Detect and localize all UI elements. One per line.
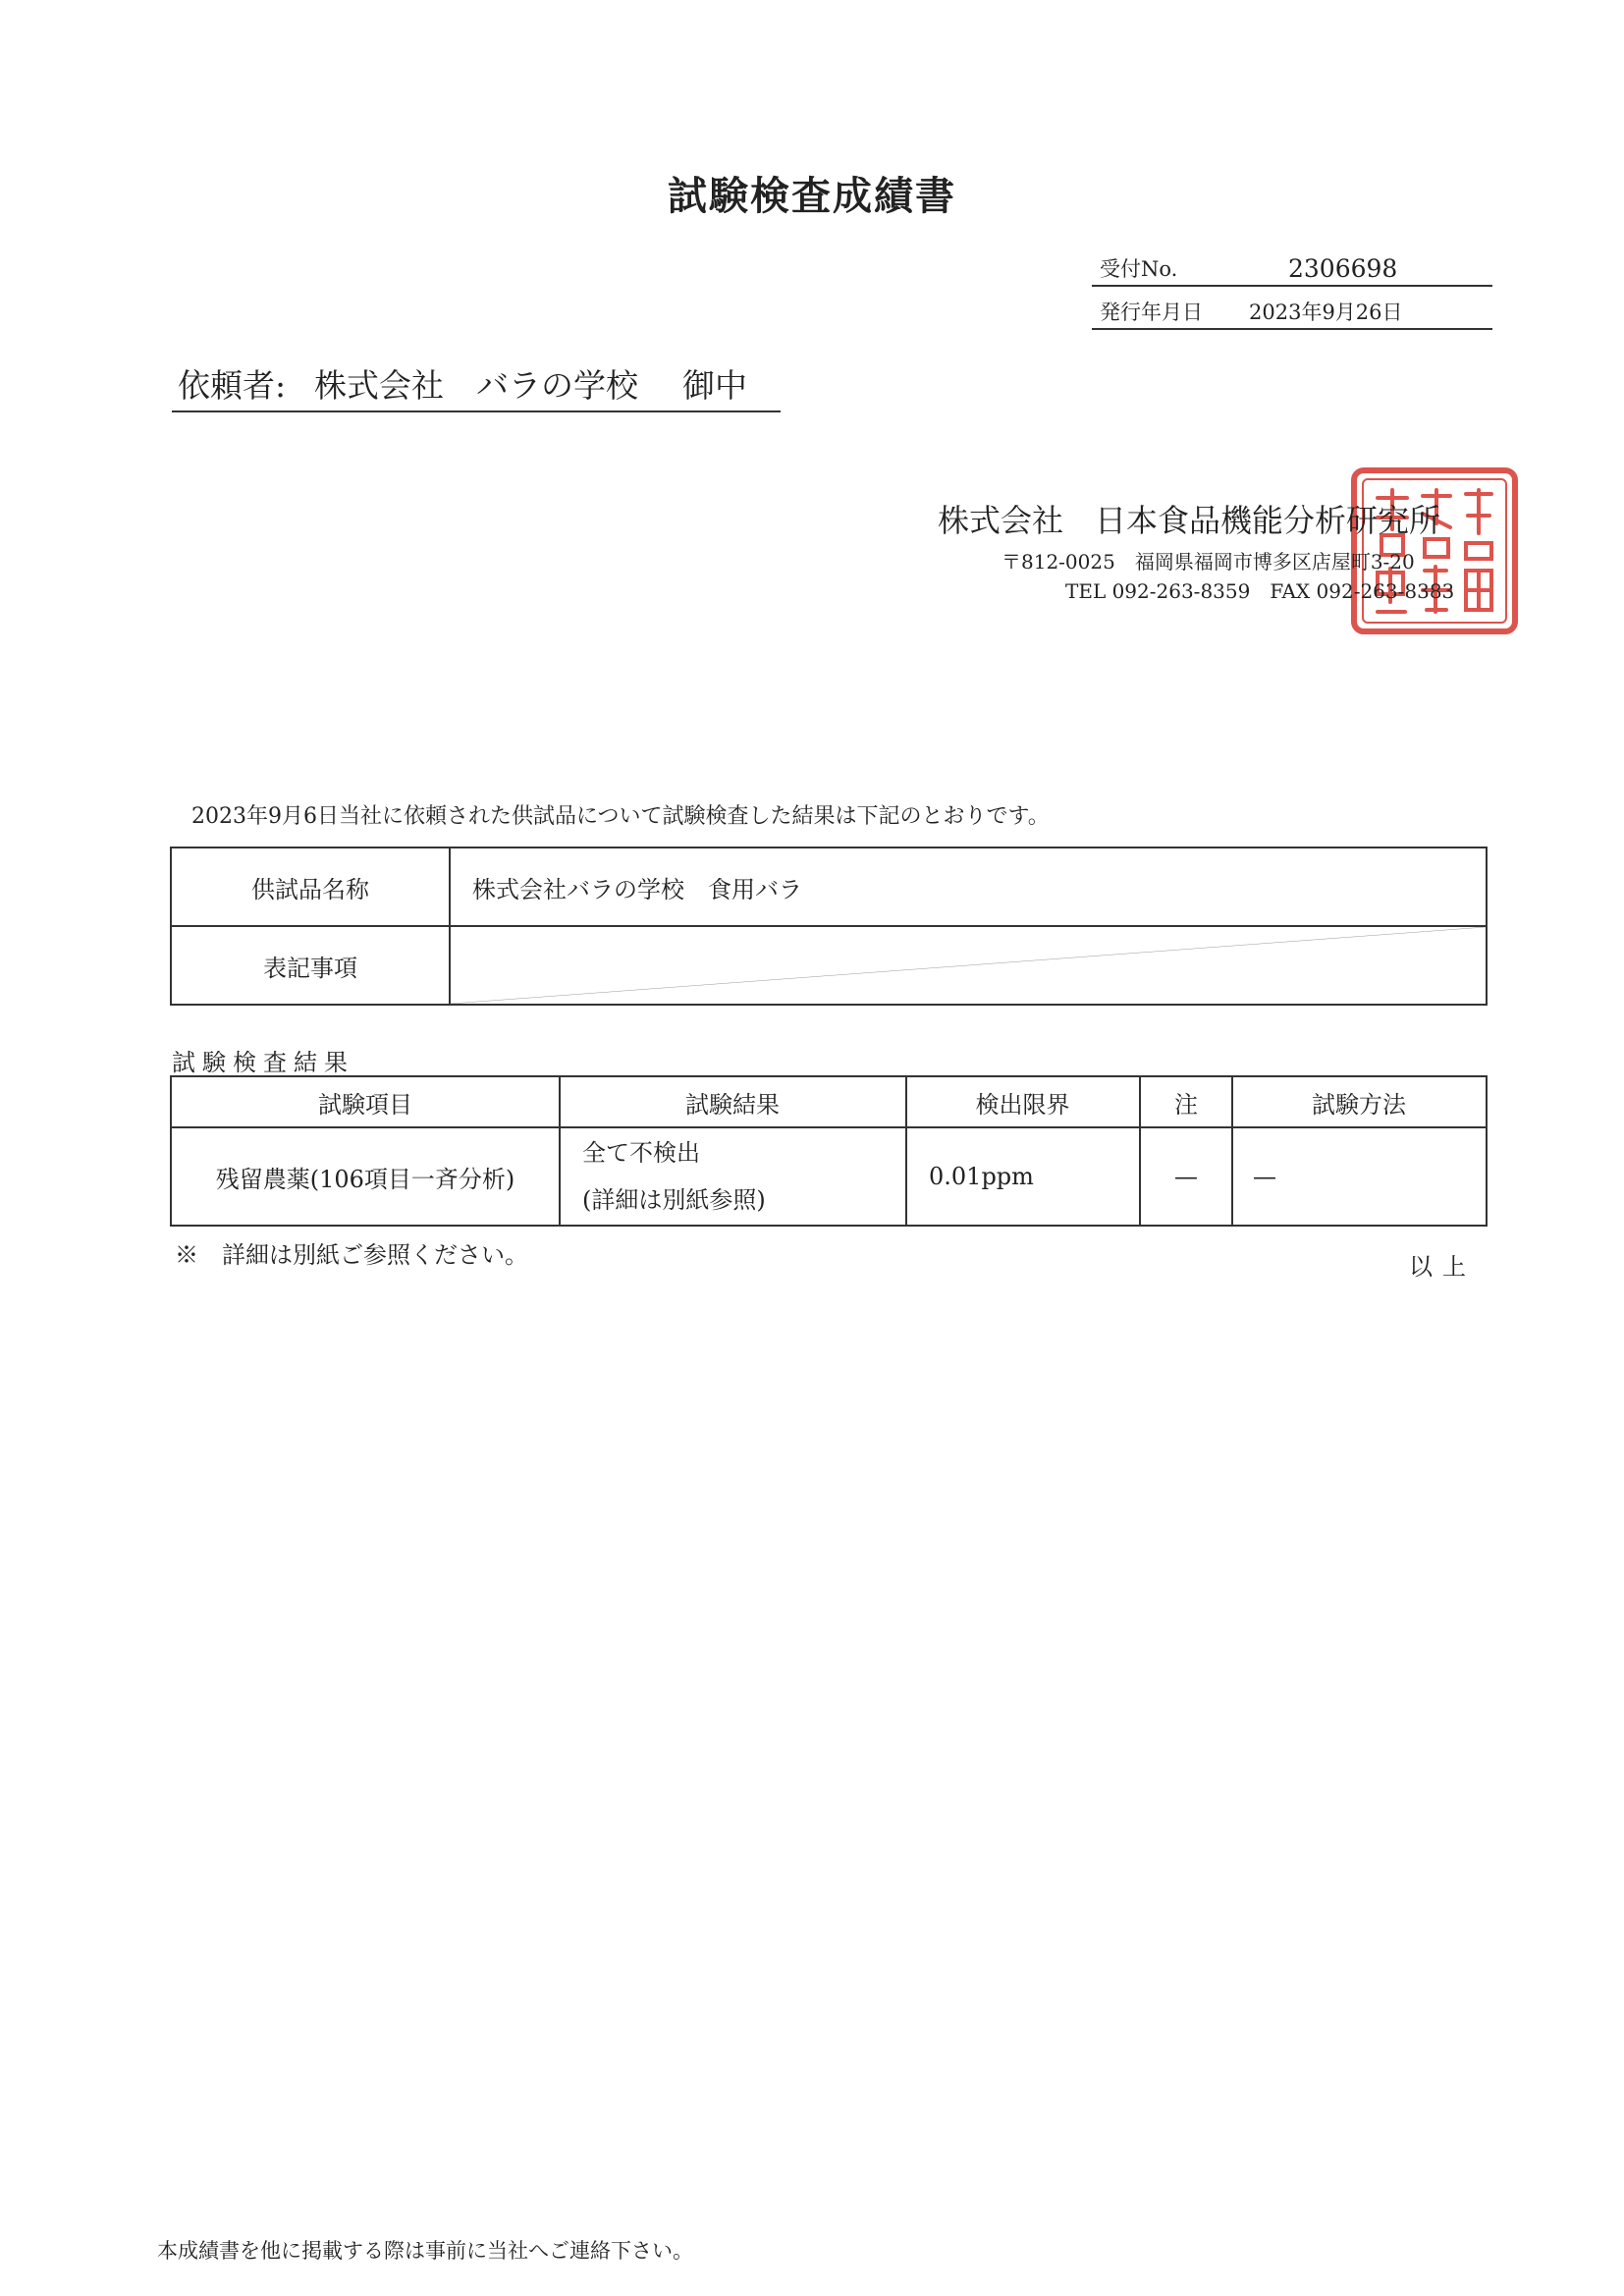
reception-number-value: 2306698 [1288, 254, 1398, 283]
table-row [171, 847, 1487, 926]
footer-notice: 本成績書を他に掲載する際は事前に当社へご連絡下さい。 [157, 2239, 693, 2263]
reception-number-label: 受付No. [1100, 257, 1178, 281]
issue-date-row [1092, 291, 1492, 330]
issuer-company-name: 株式会社 日本食品機能分析研究所 [938, 502, 1441, 539]
result-limit: 0.01ppm [906, 1127, 1140, 1226]
closing-mark: 以上 [1409, 1253, 1476, 1281]
issue-date-value: 2023年9月26日 [1249, 301, 1403, 324]
header-test-method: 試験方法 [1232, 1076, 1487, 1127]
sample-name-value: 株式会社バラの学校 食用バラ [450, 847, 1487, 926]
result-line-1: 全て不検出 [582, 1139, 700, 1167]
footnote: ※ 詳細は別紙ご参照ください。 [175, 1241, 528, 1269]
issuer-address: 〒812-0025 福岡県福岡市博多区店屋町3-20 [1001, 550, 1415, 574]
client-name: 株式会社 バラの学校 [314, 366, 638, 405]
document-title: 試験検査成績書 [668, 174, 956, 219]
reception-number-row [1092, 247, 1492, 287]
labeling-value-struck [450, 926, 1487, 1005]
header-test-item: 試験項目 [171, 1076, 560, 1127]
client-honorific: 御中 [682, 366, 747, 405]
result-line-2: (詳細は別紙参照) [582, 1186, 766, 1214]
intro-text: 2023年9月6日当社に依頼された供試品について試験検査した結果は下記のとおりです。 [191, 804, 1050, 829]
header-note: 注 [1140, 1076, 1232, 1127]
table-row [171, 1127, 1487, 1226]
sample-name-label: 供試品名称 [171, 847, 450, 926]
result-item: 残留農薬(106項目一斉分析) [171, 1127, 560, 1226]
labeling-label: 表記事項 [171, 926, 450, 1005]
issue-date-label: 発行年月日 [1100, 301, 1203, 324]
client-line [172, 363, 781, 412]
result-note: — [1140, 1127, 1232, 1226]
result-method: — [1232, 1127, 1487, 1226]
header-detection-limit: 検出限界 [906, 1076, 1140, 1127]
results-table [170, 1075, 1488, 1227]
sample-table [170, 847, 1488, 1006]
header-test-result: 試験結果 [560, 1076, 906, 1127]
issuer-tel-fax: TEL 092-263-8359 FAX 092-263-8383 [1065, 579, 1455, 603]
results-section-label: 試験検査結果 [172, 1049, 354, 1076]
table-row [171, 926, 1487, 1005]
result-value [560, 1127, 906, 1226]
table-header-row [171, 1076, 1487, 1127]
client-label: 依頼者: [178, 366, 287, 405]
diagonal-strike-line [451, 927, 1486, 1004]
